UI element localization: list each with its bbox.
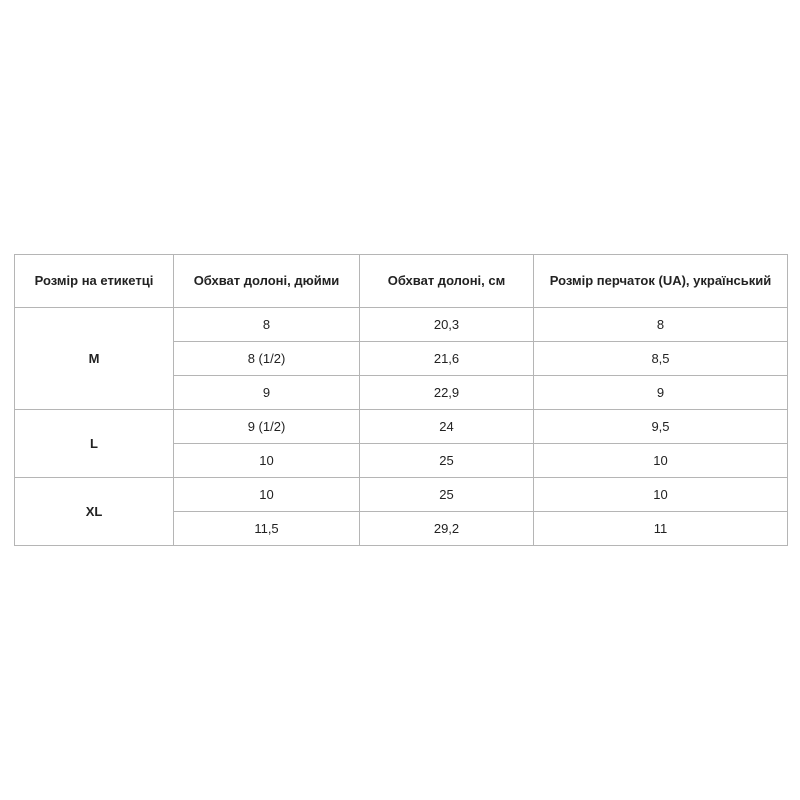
cell-cm: 20,3 bbox=[360, 308, 534, 342]
cell-ua: 8,5 bbox=[534, 342, 788, 376]
cell-inches: 8 (1/2) bbox=[174, 342, 360, 376]
size-label-m: M bbox=[15, 308, 174, 410]
cell-ua: 9,5 bbox=[534, 410, 788, 444]
size-label-xl: XL bbox=[15, 478, 174, 546]
cell-ua: 11 bbox=[534, 512, 788, 546]
header-palm-cm bbox=[360, 255, 534, 308]
cell-cm: 24 bbox=[360, 410, 534, 444]
glove-size-table bbox=[14, 254, 788, 546]
table-row bbox=[15, 410, 788, 444]
table-row bbox=[15, 308, 788, 342]
header-text: Обхват долоні, см bbox=[387, 273, 506, 288]
cell-ua: 9 bbox=[534, 376, 788, 410]
cell-inches: 9 bbox=[174, 376, 360, 410]
cell-cm: 25 bbox=[360, 478, 534, 512]
header-text: Розмір перчаток (UA), український bbox=[549, 273, 772, 288]
table-row bbox=[15, 478, 788, 512]
header-ua-size bbox=[534, 255, 788, 308]
header-text: Обхват долоні, дюйми bbox=[193, 273, 340, 288]
cell-cm: 22,9 bbox=[360, 376, 534, 410]
cell-inches: 10 bbox=[174, 478, 360, 512]
header-palm-inches bbox=[174, 255, 360, 308]
cell-inches: 9 (1/2) bbox=[174, 410, 360, 444]
size-label-l: L bbox=[15, 410, 174, 478]
header-text: Розмір на етикетці bbox=[34, 273, 154, 288]
header-row bbox=[15, 255, 788, 308]
cell-inches: 8 bbox=[174, 308, 360, 342]
cell-inches: 11,5 bbox=[174, 512, 360, 546]
cell-ua: 10 bbox=[534, 444, 788, 478]
cell-ua: 10 bbox=[534, 478, 788, 512]
cell-cm: 29,2 bbox=[360, 512, 534, 546]
cell-ua: 8 bbox=[534, 308, 788, 342]
cell-cm: 21,6 bbox=[360, 342, 534, 376]
cell-inches: 10 bbox=[174, 444, 360, 478]
cell-cm: 25 bbox=[360, 444, 534, 478]
header-label-size bbox=[15, 255, 174, 308]
